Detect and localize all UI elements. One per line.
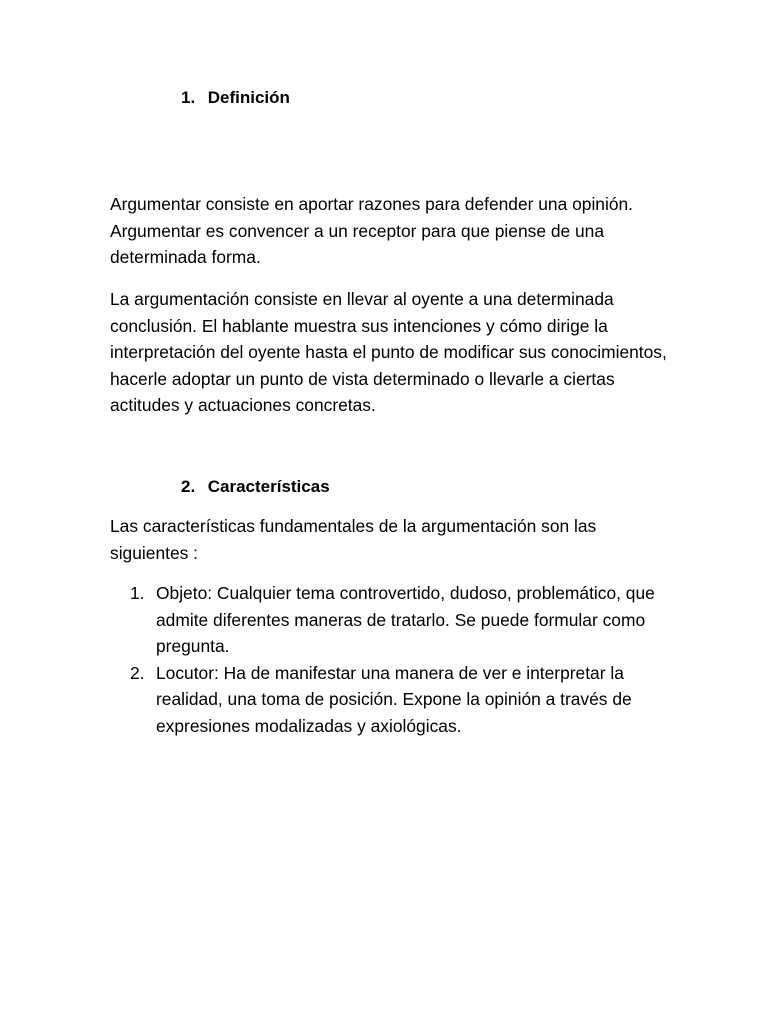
- section-1-title: Definición: [207, 88, 290, 107]
- list-item-marker: 1.: [130, 583, 145, 603]
- section-2-number: 2.: [181, 477, 196, 496]
- list-item-text: Objeto: Cualquier tema controvertido, dudoso, problemático, que admite diferentes maneras de tratarlo. Se puede formular como pregunta.: [156, 583, 655, 656]
- list-item: [110, 580, 670, 660]
- section-2-title: Características: [207, 477, 330, 496]
- characteristics-list: [110, 580, 670, 739]
- list-item-text: Locutor: Ha de manifestar una manera de ver e interpretar la realidad, una toma de posición. Expone la opinión a través de expresiones modalizadas y axiológicas.: [156, 662, 632, 736]
- list-item-marker: 2.: [130, 662, 145, 683]
- section-2-heading: [181, 477, 330, 497]
- definition-paragraph-1: Argumentar consiste en aportar razones para defender una opinión. Argumentar es convencer a un receptor para que piense de una determinada forma.: [110, 194, 634, 267]
- section-1-heading: [181, 88, 290, 108]
- list-item: [110, 660, 670, 740]
- definition-paragraph-2: La argumentación consiste en llevar al oyente a una determinada conclusión. El hablante muestra sus intenciones y cómo dirige la interpretación del oyente hasta el punto de modificar sus conocimientos, hacerle adoptar un punto de vista determinado o llevarle a ciertas actitudes y actuaciones concretas.: [110, 289, 667, 415]
- section-1-number: 1.: [181, 88, 196, 107]
- characteristics-intro: Las características fundamentales de la argumentación son las siguientes :: [110, 516, 597, 563]
